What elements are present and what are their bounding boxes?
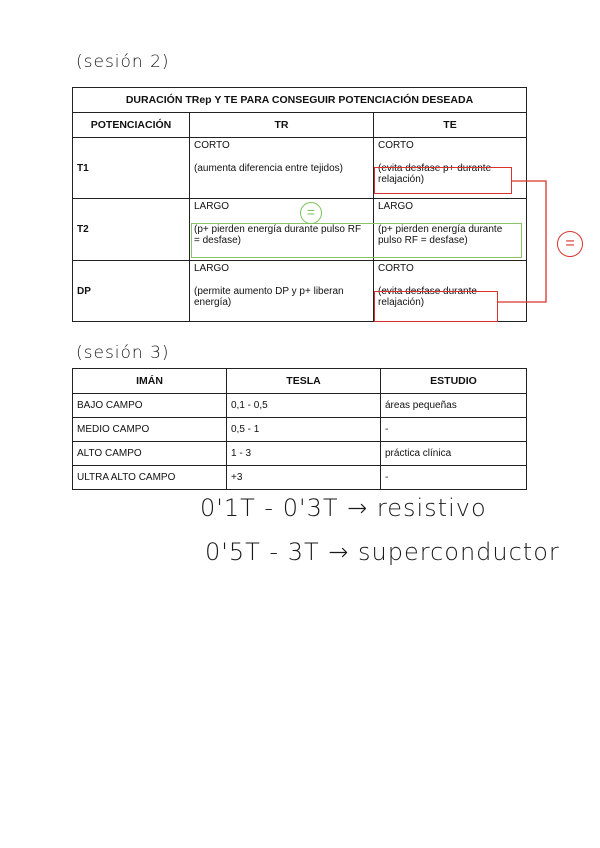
- handwritten-note-superconductor: 0'5T - 3T → superconductor: [205, 538, 560, 566]
- session-3-label: (sesión 3): [76, 343, 170, 363]
- tr-cell: [190, 138, 374, 199]
- tr-value: CORTO: [194, 140, 230, 151]
- magnet-table: [72, 368, 527, 490]
- tr-value: LARGO: [194, 201, 230, 212]
- column-header: TESLA: [227, 369, 381, 394]
- estudio-cell: áreas pequeñas: [381, 394, 527, 418]
- iman-cell: ULTRA ALTO CAMPO: [73, 466, 227, 490]
- iman-cell: BAJO CAMPO: [73, 394, 227, 418]
- te-value: CORTO: [378, 140, 414, 151]
- tr-cell: [190, 261, 374, 322]
- tr-value: LARGO: [194, 263, 230, 274]
- column-header: TE: [374, 113, 527, 138]
- session-2-label: (sesión 2): [76, 52, 170, 72]
- iman-cell: MEDIO CAMPO: [73, 418, 227, 442]
- row-label: T2: [73, 199, 190, 261]
- tr-note: (permite aumento DP y p+ liberan energía): [194, 286, 344, 308]
- te-t1-highlight: [374, 167, 512, 194]
- equal-circle-red: =: [557, 231, 583, 257]
- table-title: DURACIÓN TRep Y TE PARA CONSEGUIR POTENCIACIÓN DESEADA: [73, 88, 527, 113]
- tesla-cell: +3: [227, 466, 381, 490]
- potentiation-table: [72, 87, 527, 322]
- te-note: (evita desfase p+ durante relajación): [378, 163, 492, 185]
- column-header: IMÁN: [73, 369, 227, 394]
- estudio-cell: -: [381, 418, 527, 442]
- te-dp-highlight: [374, 291, 498, 322]
- te-value: CORTO: [378, 263, 414, 274]
- te-value: LARGO: [378, 201, 414, 212]
- row-label: DP: [73, 261, 190, 322]
- tesla-cell: 1 - 3: [227, 442, 381, 466]
- tr-note: (p+ pierden energía durante pulso RF = desfase): [194, 224, 362, 246]
- t2-note-highlight: [191, 223, 522, 258]
- equal-circle-green: =: [300, 202, 322, 224]
- tesla-cell: 0,5 - 1: [227, 418, 381, 442]
- estudio-cell: práctica clínica: [381, 442, 527, 466]
- tesla-cell: 0,1 - 0,5: [227, 394, 381, 418]
- column-header: POTENCIACIÓN: [73, 113, 190, 138]
- handwritten-note-resistive: 0'1T - 0'3T → resistivo: [200, 494, 487, 522]
- te-note: (p+ pierden energía durante pulso RF = desfase): [378, 224, 503, 246]
- column-header: ESTUDIO: [381, 369, 527, 394]
- table-row: [73, 442, 527, 466]
- te-note: (evita desfase durante relajación): [378, 286, 477, 308]
- table-row: [73, 466, 527, 490]
- iman-cell: ALTO CAMPO: [73, 442, 227, 466]
- column-header: TR: [190, 113, 374, 138]
- table-row: [73, 394, 527, 418]
- row-label: T1: [73, 138, 190, 199]
- tr-note: (aumenta diferencia entre tejidos): [194, 163, 343, 174]
- table-row: [73, 418, 527, 442]
- estudio-cell: -: [381, 466, 527, 490]
